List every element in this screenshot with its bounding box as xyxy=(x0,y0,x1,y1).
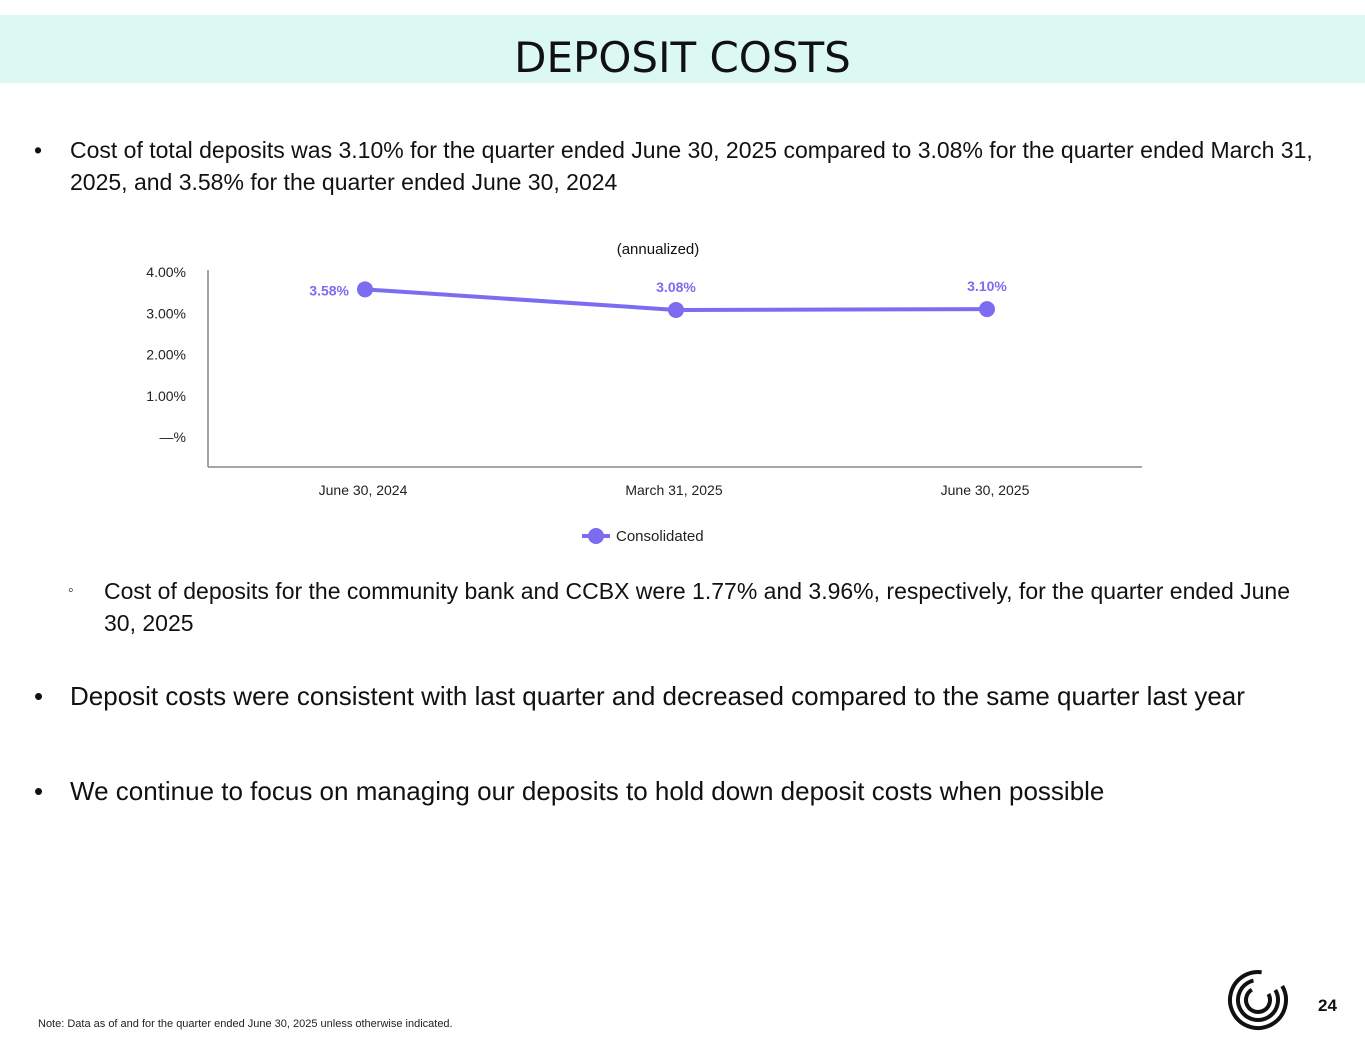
bullet-consistent xyxy=(34,680,1354,712)
x-tick-label: June 30, 2025 xyxy=(940,482,1030,498)
data-point xyxy=(357,281,373,297)
bullet-text: Deposit costs were consistent with last quarter and decreased compared to the same quarter last year xyxy=(70,681,1245,711)
bullet-text: Cost of deposits for the community bank and CCBX were 1.77% and 3.96%, respectively, for the quarter ended June 30, 2025 xyxy=(104,578,1291,636)
y-tick-label: 4.00% xyxy=(146,264,186,280)
data-label: 3.08% xyxy=(656,278,696,295)
y-tick-label: 1.00% xyxy=(146,387,186,404)
bullet-text: We continue to focus on managing our deposits to hold down deposit costs when possible xyxy=(70,776,1105,806)
y-tick-label: 3.00% xyxy=(146,305,186,322)
page-number: 24 xyxy=(1318,996,1337,1015)
deposit-cost-chart xyxy=(0,225,1365,565)
bullet-text: Cost of total deposits was 3.10% for the quarter ended June 30, 2025 compared to 3.08% for the quarter ended March 31, 2025, and 3.58% for the quarter ended June 30, 2024 xyxy=(70,137,1313,195)
legend-label: Consolidated xyxy=(616,528,704,545)
bullet-dot: • xyxy=(34,776,44,806)
x-tick-label: June 30, 2024 xyxy=(318,482,408,498)
bullet-total-deposits xyxy=(34,134,1314,198)
y-tick-label: 2.00% xyxy=(146,346,186,363)
legend-marker xyxy=(588,528,604,544)
bullet-dot: • xyxy=(34,681,44,711)
company-logo-icon xyxy=(1226,968,1290,1032)
chart-title: (annualized) xyxy=(616,241,700,258)
data-point xyxy=(668,302,684,318)
bullet-focus xyxy=(34,775,1334,807)
data-label: 3.58% xyxy=(309,282,349,299)
y-tick-label: —% xyxy=(159,429,186,445)
footnote: Note: Data as of and for the quarter ended June 30, 2025 unless otherwise indicated. xyxy=(38,1018,453,1030)
x-tick-label: March 31, 2025 xyxy=(625,482,723,498)
sub-bullet-community-ccbx xyxy=(68,575,1318,639)
data-label: 3.10% xyxy=(967,278,1007,295)
page-title: DEPOSIT COSTS xyxy=(514,33,851,82)
data-point xyxy=(979,301,995,317)
sub-bullet-dot: ◦ xyxy=(68,582,74,599)
bullet-dot: • xyxy=(34,137,43,163)
